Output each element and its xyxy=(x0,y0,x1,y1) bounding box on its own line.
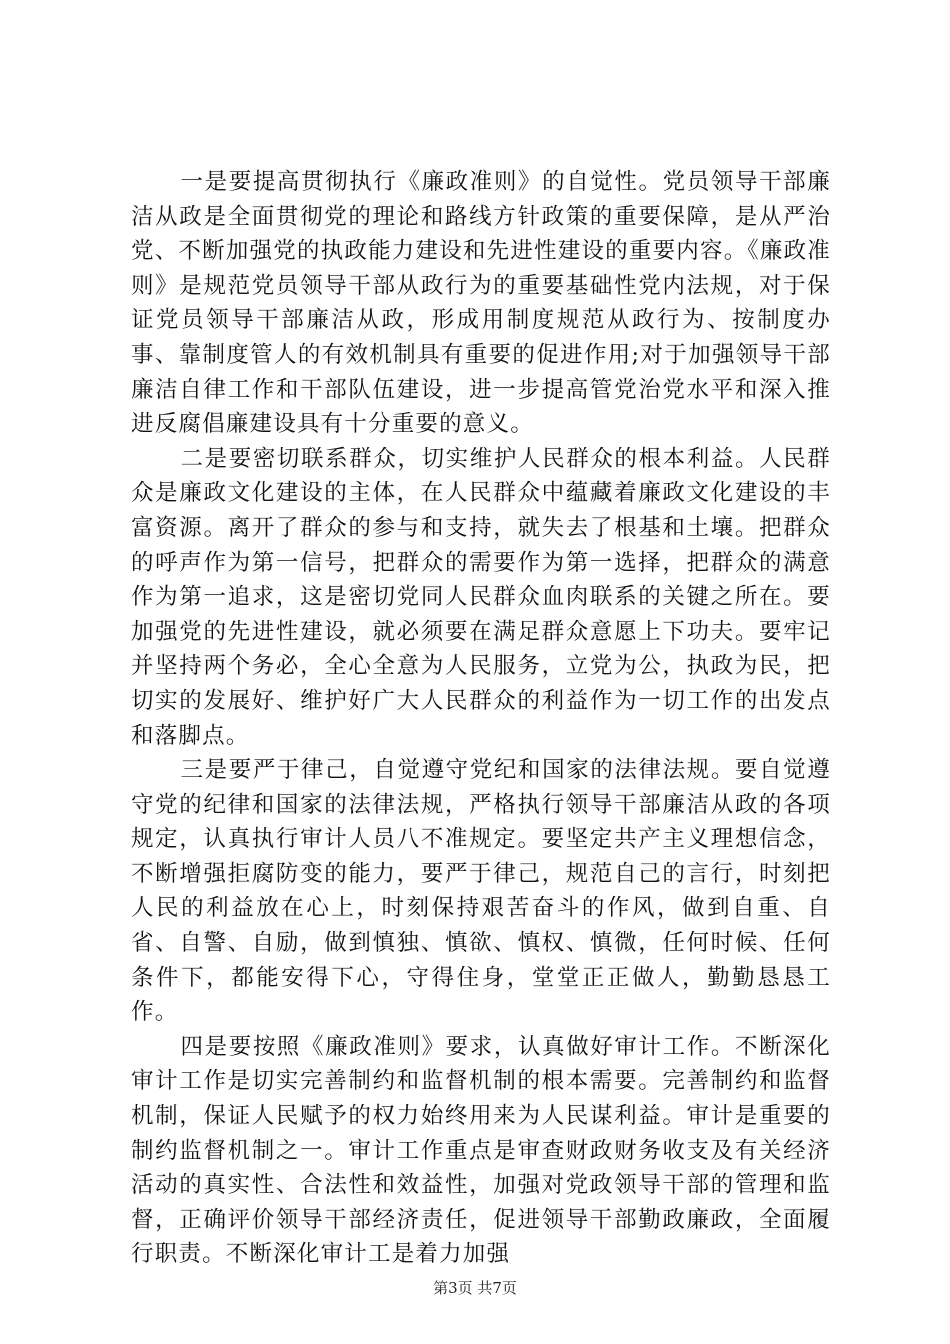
paragraph-1: 一是要提高贯彻执行《廉政准则》的自觉性。党员领导干部廉洁从政是全面贯彻党的理论和路线方针政策的重要保障，是从严治党、不断加强党的执政能力建设和先进性建设的重要内容。《廉政准则》是规范党员领导干部从政行为的重要基础性党内法规，对于保证党员领导干部廉洁从政，形成用制度规范从政行为、按制度办事、靠制度管人的有效机制具有重要的促进作用;对于加强领导干部廉洁自律工作和干部队伍建设，进一步提高管党治党水平和深入推进反腐倡廉建设具有十分重要的意义。 xyxy=(131,169,831,438)
page-number-footer: 第3页 共7页 xyxy=(433,1279,517,1297)
paragraph-2: 二是要密切联系群众，切实维护人民群众的根本利益。人民群众是廉政文化建设的主体，在人民群众中蕴藏着廉政文化建设的丰富资源。离开了群众的参与和支持，就失去了根基和土壤。把群众的呼声作为第一信号，把群众的需要作为第一选择，把群众的满意作为第一追求，这是密切党同人民群众血肉联系的关键之所在。要加强党的先进性建设，就必须要在满足群众意愿上下功夫。要牢记并坚持两个务必，全心全意为人民服务，立党为公，执政为民，把切实的发展好、维护好广大人民群众的利益作为一切工作的出发点和落脚点。 xyxy=(131,445,831,749)
document-body xyxy=(131,165,831,1272)
paragraph-4: 四是要按照《廉政准则》要求，认真做好审计工作。不断深化审计工作是切实完善制约和监督机制的根本需要。完善制约和监督机制，保证人民赋予的权力始终用来为人民谋利益。审计是重要的制约监督机制之一。审计工作重点是审查财政财务收支及有关经济活动的真实性、合法性和效益性，加强对党政领导干部的管理和监督，正确评价领导干部经济责任，促进领导干部勤政廉政，全面履行职责。不断深化审计工是着力加强 xyxy=(131,1033,831,1268)
paragraph-3: 三是要严于律己，自觉遵守党纪和国家的法律法规。要自觉遵守党的纪律和国家的法律法规，严格执行领导干部廉洁从政的各项规定，认真执行审计人员八不准规定。要坚定共产主义理想信念，不断增强拒腐防变的能力，要严于律己，规范自己的言行，时刻把人民的利益放在心上，时刻保持艰苦奋斗的作风，做到自重、自省、自警、自励，做到慎独、慎欲、慎权、慎微，任何时候、任何条件下，都能安得下心，守得住身，堂堂正正做人，勤勤恳恳工作。 xyxy=(131,757,831,1026)
